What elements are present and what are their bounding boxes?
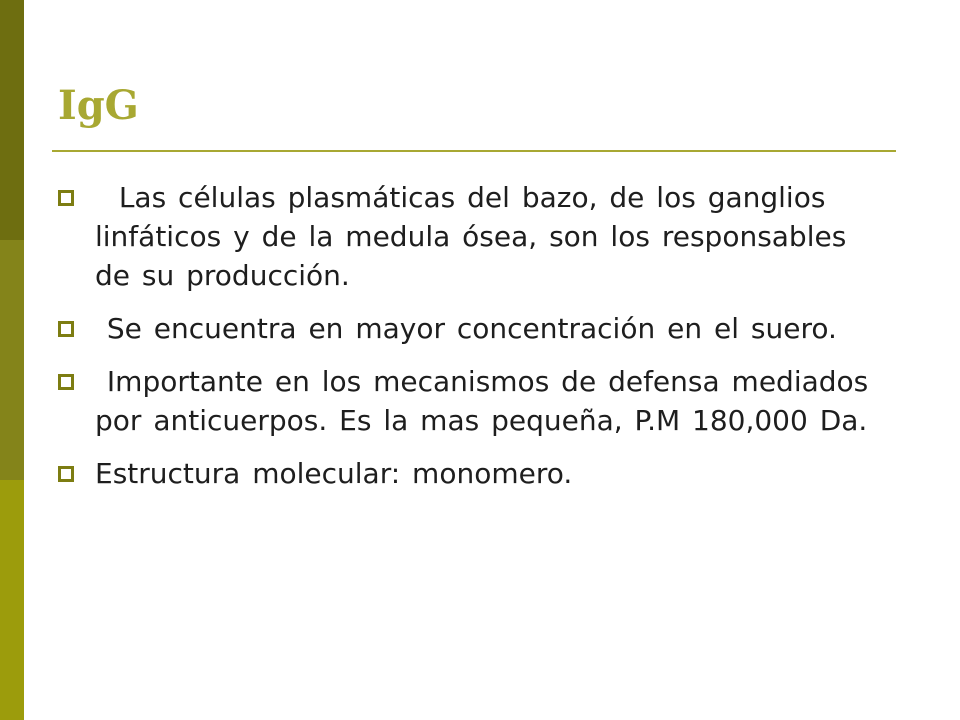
bullet-text: Estructura molecular: monomero. bbox=[95, 457, 573, 490]
hollow-square-icon bbox=[58, 190, 74, 206]
hollow-square-icon bbox=[58, 466, 74, 482]
bullet-text: Las células plasmáticas del bazo, de los ganglios linfáticos y de la medula ósea, son los responsables de su producción. bbox=[95, 181, 859, 292]
hollow-square-icon bbox=[58, 321, 74, 337]
hollow-square-icon bbox=[58, 374, 74, 390]
bullet-text: Importante en los mecanismos de defensa mediados por anticuerpos. Es la mas pequeña, P.M 180,000 Da. bbox=[95, 365, 881, 437]
bullet-item bbox=[58, 178, 888, 295]
bullet-item bbox=[58, 309, 888, 348]
slide-title: IgG bbox=[58, 82, 139, 129]
bullet-list bbox=[58, 178, 888, 507]
bullet-text: Se encuentra en mayor concentración en el suero. bbox=[95, 312, 837, 345]
bullet-item bbox=[58, 362, 888, 440]
title-underline bbox=[52, 150, 896, 152]
bullet-item bbox=[58, 454, 888, 493]
accent-bar-bottom bbox=[0, 480, 24, 720]
accent-bar-middle bbox=[0, 240, 24, 480]
accent-bar-top bbox=[0, 0, 24, 240]
